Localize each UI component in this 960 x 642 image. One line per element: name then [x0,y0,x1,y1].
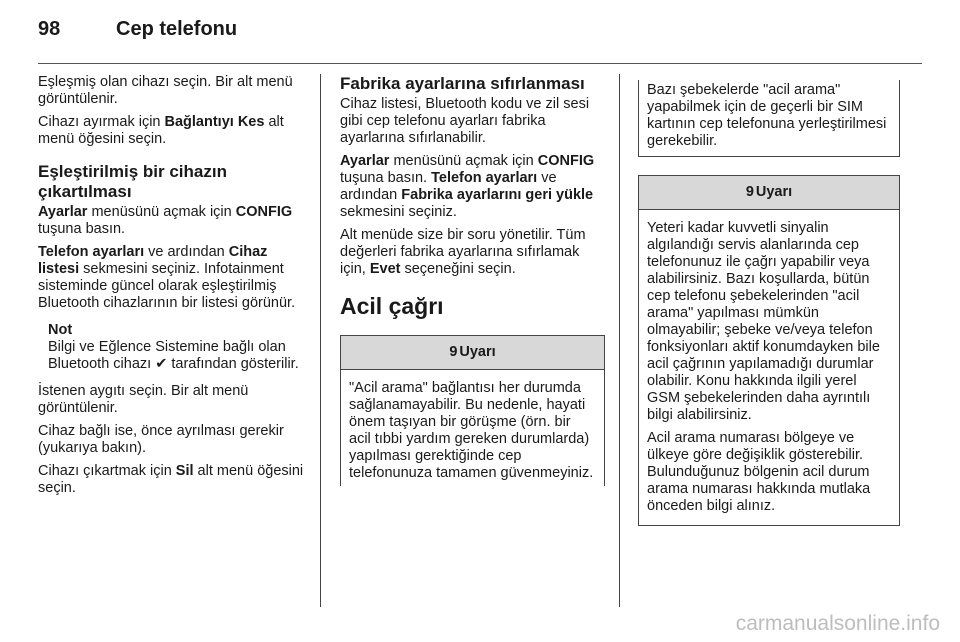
paragraph: Cihazı ayırmak için Bağlantıyı Kes alt menü öğesini seçin. [38,114,284,147]
warning-header [639,176,899,210]
menu-term: Ayarlar [38,204,88,220]
column-divider-2 [619,74,620,607]
warning-title: Uyarı [459,344,496,360]
menu-term: Bağlantıyı Kes [164,114,265,130]
paragraph: Ayarlar menüsünü açmak için CONFIG tuşuna basın. Telefon ayarları ve ardından Fabrika ayarlarını geri yükle sekmesini seçiniz. [340,153,595,220]
paragraph: Acil arama numarası bölgeye ve ülkeye göre değişiklik gösterebilir. Bulunduğunuz bölgenin acil durum arama numarası hakkında mutlaka önceden bilgi alınız. [647,430,871,514]
note-text: Bilgi ve Eğlence Sistemine bağlı olan Bluetooth cihazı ✔ tarafından gösterilir. [48,339,299,372]
paragraph: Ayarlar menüsünü açmak için CONFIG tuşuna basın. [38,204,293,237]
menu-term: Sil [175,463,194,479]
warning-header [341,336,604,370]
watermark: carmanualsonline.info [735,612,940,635]
warning-title: Uyarı [755,184,793,200]
paragraph: Cihaz bağlı ise, önce ayrılması gerekir (yukarıya bakın). [38,423,284,456]
column-1 [38,74,308,503]
button-term: CONFIG [235,204,293,220]
page-number: 98 [38,18,61,40]
section-heading: Eşleştirilmiş bir cihazın çıkartılması [38,162,227,201]
continued-warning-box: Bazı şebekelerde "acil arama" yapabilmek için de geçerli bir SIM kartının cep telefonuna yerleştirilmesi gerekebilir. [638,80,900,157]
column-3 [638,80,900,526]
paragraph: Eşleşmiş olan cihazı seçin. Bir alt menü görüntülenir. [38,74,293,107]
menu-term: Telefon ayarları [38,244,145,260]
warning-icon: 9 [449,344,458,360]
header-divider [38,63,922,64]
paragraph: İstenen aygıtı seçin. Bir alt menü görüntülenir. [38,383,249,416]
page-header [38,18,237,41]
paragraph: Cihazı çıkartmak için Sil alt menü öğesini seçin. [38,463,304,496]
paragraph: Cihaz listesi, Bluetooth kodu ve zil sesi gibi cep telefonu ayarları fabrika ayarlarına sıfırlanabilir. [340,96,590,146]
note-title: Not [48,322,73,338]
warning-text: "Acil arama" bağlantısı her durumda sağlanamayabilir. Bu nedenle, hayati önem taşıyan bir görüşme (örn. bir acil tıbbi yardım gereken durumlarda) yapılması gerektiğinde cep telefonunuza tamamen güvenmeyiniz. [349,380,594,481]
paragraph: Yeteri kadar kuvvetli sinyalin algılandığı servis alanlarında cep telefonunuz ile çağrı yapabilir veya alabilirsiniz. Bazı koşullarda, bütün cep telefonu şebekelerinden "acil arama" yapılması mümkün olmayabilir; şebeke ve/veya telefon fonksiyonları aktif konumdayken bile acil çağrının yapılamadığı durumlar olabilir. Konu hakkında ilgili yerel GSM şebekelerinden daha ayrıntılı bilgi alabilirsiniz. [647,220,880,423]
menu-term: Cihaz listesi [38,244,268,277]
paragraph: Telefon ayarları ve ardından Cihaz listesi sekmesini seçiniz. Infotainment sisteminde güncel olarak eşleştirilmiş Bluetooth cihazlarının bir listesi görünür. [38,244,296,311]
column-divider-1 [320,74,321,607]
warning-box [638,175,900,526]
warning-body [639,210,899,525]
paragraph: Alt menüde size bir soru yönetilir. Tüm değerleri fabrika ayarlarına sıfırlamak için, Evet seçeneğini seçin. [340,227,586,277]
section-title: Acil çağrı [340,293,444,319]
warning-box [340,335,605,486]
column-2 [340,74,605,486]
warning-icon: 9 [745,184,754,200]
section-heading: Fabrika ayarlarına sıfırlanması [340,74,585,93]
note-block [48,322,308,373]
page-title: Cep telefonu [116,18,238,40]
